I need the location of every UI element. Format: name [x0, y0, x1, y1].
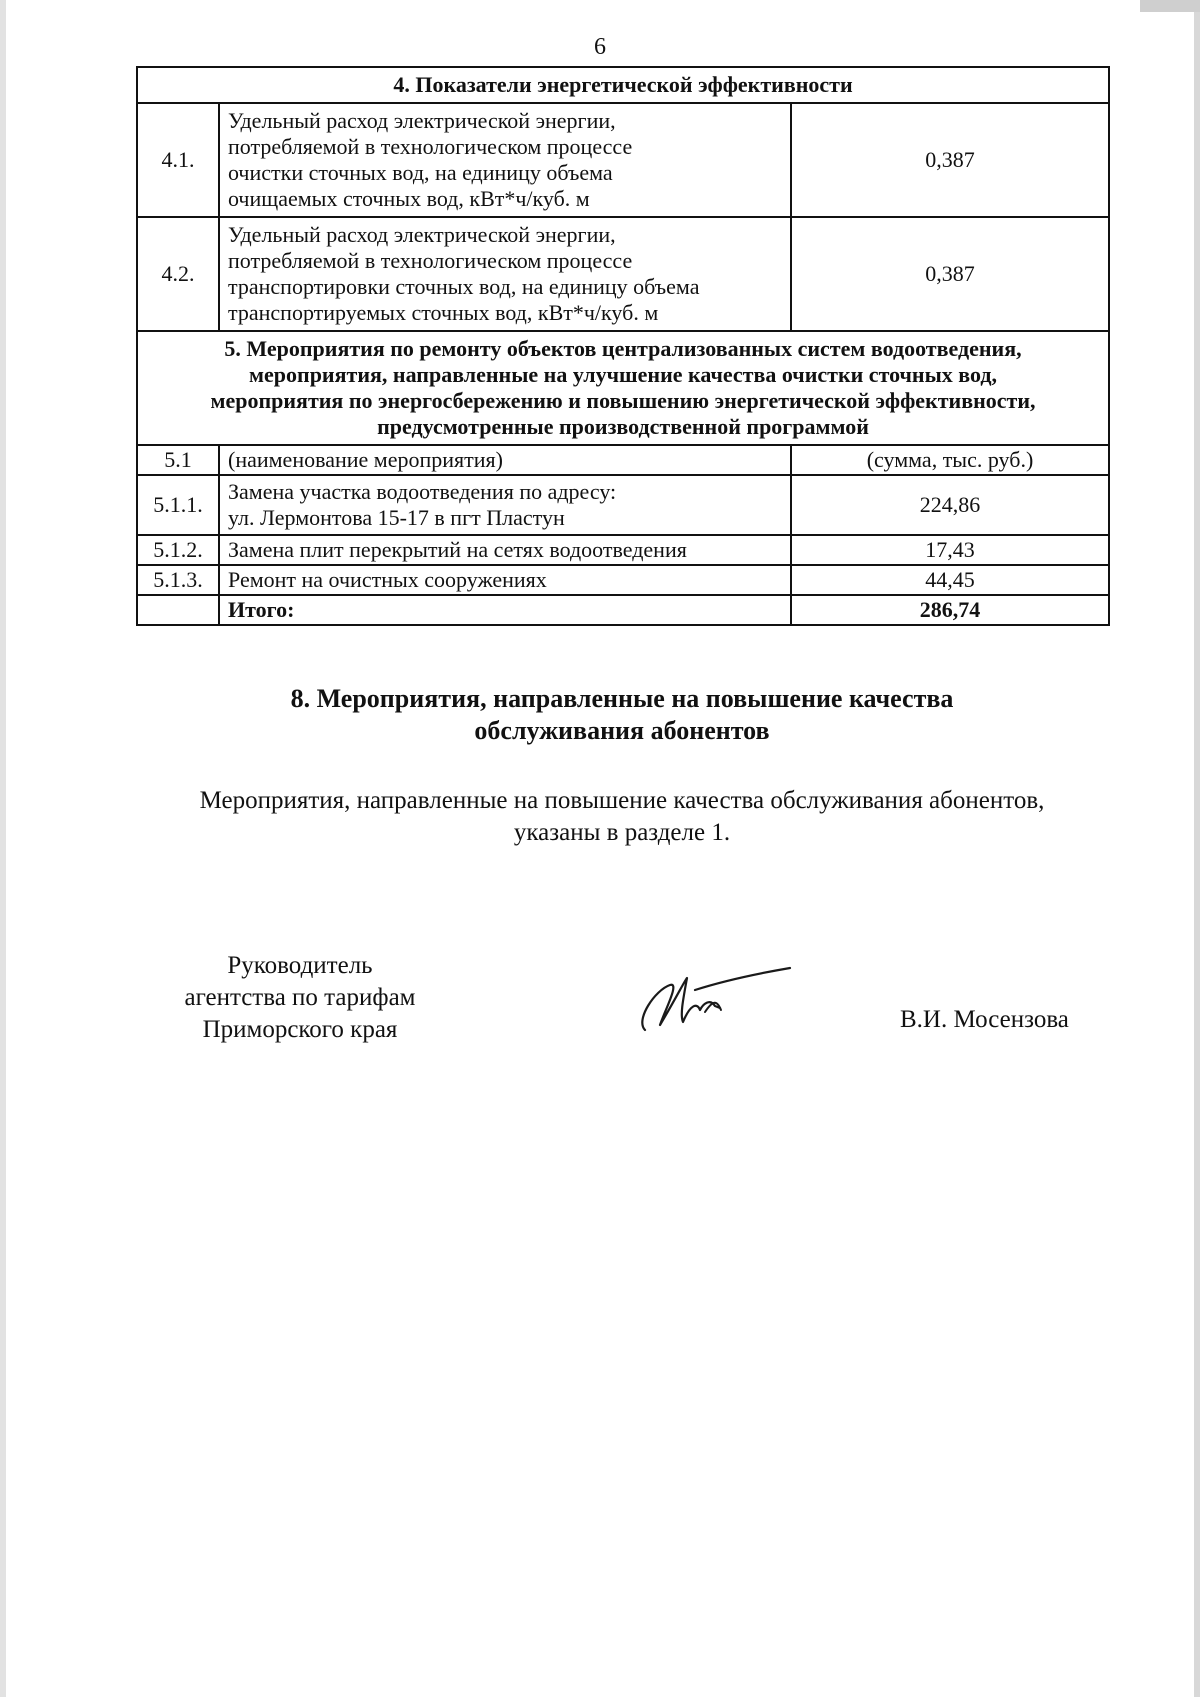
row-value: 0,387: [791, 103, 1109, 217]
row-number: 4.1.: [137, 103, 219, 217]
row-name: Замена плит перекрытий на сетях водоотведения: [219, 535, 791, 565]
section-8-body-line: Мероприятия, направленные на повышение качества обслуживания абонентов,: [199, 787, 1045, 814]
section-4-header-row: [137, 67, 1109, 103]
row-name: [219, 217, 791, 331]
row-name-line: очищаемых сточных вод, кВт*ч/куб. м: [228, 186, 590, 211]
signer-position: [140, 950, 460, 1046]
row-number: 5.1.1.: [137, 475, 219, 535]
section-4-title: 4. Показатели энергетической эффективности: [137, 67, 1109, 103]
section-8-title-line: обслуживания абонентов: [474, 716, 770, 745]
signer-position-line: агентства по тарифам: [184, 984, 416, 1011]
row-name-line: потребляемой в технологическом процессе: [228, 134, 633, 159]
table-subheader-row: [137, 445, 1109, 475]
row-value: 44,45: [791, 565, 1109, 595]
row-name-line: Замена участка водоотведения по адресу:: [228, 479, 617, 504]
row-name-line: Удельный расход электрической энергии,: [228, 222, 616, 247]
row-name: [219, 475, 791, 535]
row-number: 5.1.2.: [137, 535, 219, 565]
signer-name: В.И. Мосензова: [900, 1006, 1069, 1033]
row-number: 5.1.3.: [137, 565, 219, 595]
column-header-sum: (сумма, тыс. руб.): [791, 445, 1109, 475]
table-row: [137, 565, 1109, 595]
section-5-title-line: мероприятия, направленные на улучшение качества очистки сточных вод,: [249, 362, 997, 387]
row-name: [219, 103, 791, 217]
row-value: 224,86: [791, 475, 1109, 535]
section-5-title-line: предусмотренные производственной программой: [377, 414, 869, 439]
signer-position-line: Руководитель: [227, 952, 373, 979]
row-number: 5.1: [137, 445, 219, 475]
table-row: [137, 103, 1109, 217]
row-value: 17,43: [791, 535, 1109, 565]
section-5-title-line: мероприятия по энергосбережению и повышению энергетической эффективности,: [210, 388, 1036, 413]
handwritten-signature: [625, 960, 795, 1040]
row-name-line: очистки сточных вод, на единицу объема: [228, 160, 613, 185]
page-number: 6: [594, 34, 606, 60]
row-value: 0,387: [791, 217, 1109, 331]
row-name: Ремонт на очистных сооружениях: [219, 565, 791, 595]
row-name-line: Удельный расход электрической энергии,: [228, 108, 616, 133]
section-8-body-line: указаны в разделе 1.: [513, 819, 731, 846]
section-5-title-line: 5. Мероприятия по ремонту объектов централизованных систем водоотведения,: [224, 336, 1022, 361]
table-row: [137, 217, 1109, 331]
scan-edge-right: [1194, 0, 1200, 1697]
section-5-title: [137, 331, 1109, 445]
scan-edge-left: [0, 0, 6, 1697]
row-name-line: потребляемой в технологическом процессе: [228, 248, 633, 273]
section-8-title-line: 8. Мероприятия, направленные на повышение качества: [290, 684, 954, 713]
row-number: 4.2.: [137, 217, 219, 331]
row-name-line: транспортируемых сточных вод, кВт*ч/куб. м: [228, 300, 659, 325]
scan-edge-top: [1140, 0, 1200, 12]
total-empty-cell: [137, 595, 219, 625]
indicators-table: [136, 66, 1110, 626]
total-value: 286,74: [791, 595, 1109, 625]
row-name-line: транспортировки сточных вод, на единицу объема: [228, 274, 700, 299]
total-label: Итого:: [219, 595, 791, 625]
section-5-header-row: [137, 331, 1109, 445]
row-name-line: ул. Лермонтова 15-17 в пгт Пластун: [228, 505, 565, 530]
column-header-name: (наименование мероприятия): [219, 445, 791, 475]
table-row: [137, 475, 1109, 535]
section-8-title: [136, 683, 1108, 747]
section-8-body: [136, 785, 1108, 849]
table-row: [137, 535, 1109, 565]
signer-position-line: Приморского края: [202, 1016, 398, 1043]
total-row: [137, 595, 1109, 625]
